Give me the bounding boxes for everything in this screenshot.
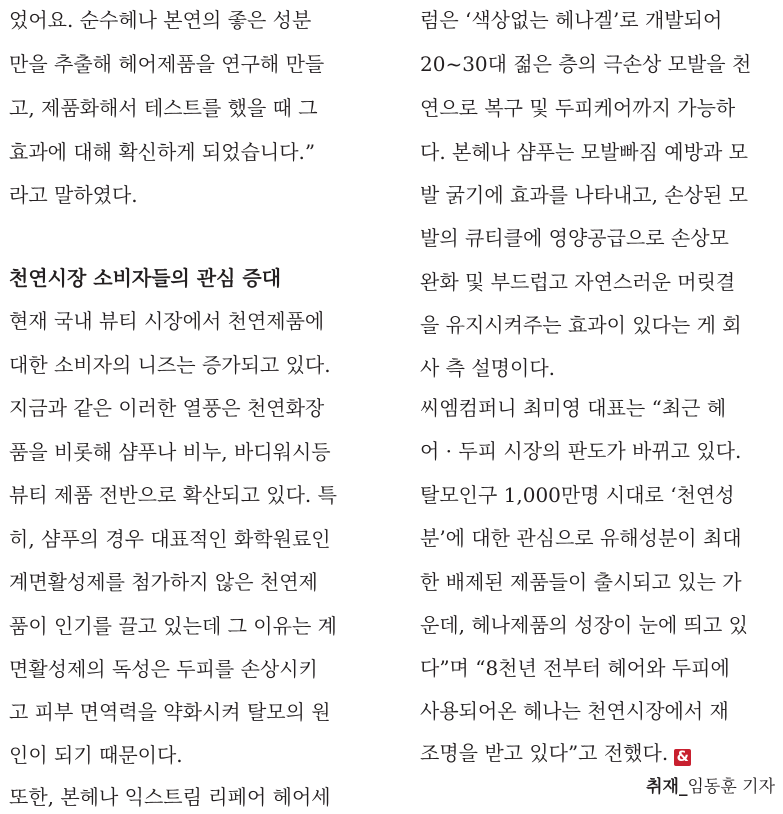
body-text-line: 대한 소비자의 니즈는 증가되고 있다. [9,353,331,377]
body-text-line: 발의 큐티클에 영양공급으로 손상모 [420,226,729,250]
body-text-line: 탈모인구 1,000만명 시대로 ‘천연성 [420,483,735,507]
body-text-line: 연으로 복구 및 두피케어까지 가능하 [420,96,736,120]
byline-author: 임동훈 기자 [687,777,775,797]
body-text-line: 현재 국내 뷰티 시장에서 천연제품에 [9,309,325,333]
section-heading: 천연시장 소비자들의 관심 증대 [9,266,282,290]
byline-role: 취재_ [646,777,688,797]
body-text-line: 한 배제된 제품들이 출시되고 있는 가 [420,570,742,594]
body-text-line: 면활성제의 독성은 두피를 손상시키 [9,657,318,681]
body-text-line: 고 피부 면역력을 약화시켜 탈모의 원 [9,700,331,724]
body-text-line: 품이 인기를 끌고 있는데 그 이유는 계 [9,614,337,638]
body-text-line: 운데, 헤나제품의 성장이 눈에 띄고 있 [420,613,748,637]
body-text-line: 뷰티 제품 전반으로 확산되고 있다. 특 [9,483,337,507]
body-text-last-segment: 조명을 받고 있다”고 전했다. [420,741,669,765]
body-text-line: 계면활성제를 첨가하지 않은 천연제 [9,570,318,594]
body-text-line: 히, 샴푸의 경우 대표적인 화학원료인 [9,527,331,551]
body-text-line: 씨엠컴퍼니 최미영 대표는 “최근 헤 [420,396,727,420]
body-text-line: 또한, 본헤나 익스트림 리페어 헤어세 [9,785,331,809]
body-text-line: 을 유지시켜주는 효과이 있다는 게 회 [420,313,742,337]
body-text-line: 발 굵기에 효과를 나타내고, 손상된 모 [420,183,748,207]
body-text-line: 라고 말하였다. [9,183,138,207]
body-text-line: 사용되어온 헤나는 천연시장에서 재 [420,699,729,723]
body-text-line: 만을 추출해 헤어제품을 연구해 만들 [9,52,325,76]
body-text-line: 고, 제품화해서 테스트를 했을 때 그 [9,96,318,120]
body-text-line: 지금과 같은 이러한 열풍은 천연화장 [9,396,325,420]
byline [646,776,775,798]
body-text-line: 효과에 대해 확신하게 되었습니다.” [9,140,316,164]
body-text-line: 럼은 ‘색상없는 헤나겔’로 개발되어 [420,8,723,32]
body-text-line: 분’에 대한 관심으로 유해성분이 최대 [420,526,742,550]
body-text-line: 다”며 “8천년 전부터 헤어와 두피에 [420,656,730,680]
body-text-line-last [420,741,691,765]
body-text-line: 인이 되기 때문이다. [9,743,183,767]
body-text-line: 완화 및 부드럽고 자연스러운 머릿결 [420,270,736,294]
article-end-mark-icon: & [674,749,691,766]
body-text-line: 20~30대 젊은 층의 극손상 모발을 천 [420,52,752,76]
body-text-line: 사 측 설명이다. [420,356,555,380]
body-text-line: 어 · 두피 시장의 판도가 바뀌고 있다. [420,439,742,463]
body-text-line: 었어요. 순수헤나 본연의 좋은 성분 [9,8,312,32]
body-text-line: 품을 비롯해 샴푸나 비누, 바디워시등 [9,440,331,464]
body-text-line: 다. 본헤나 샴푸는 모발빠짐 예방과 모 [420,140,748,164]
